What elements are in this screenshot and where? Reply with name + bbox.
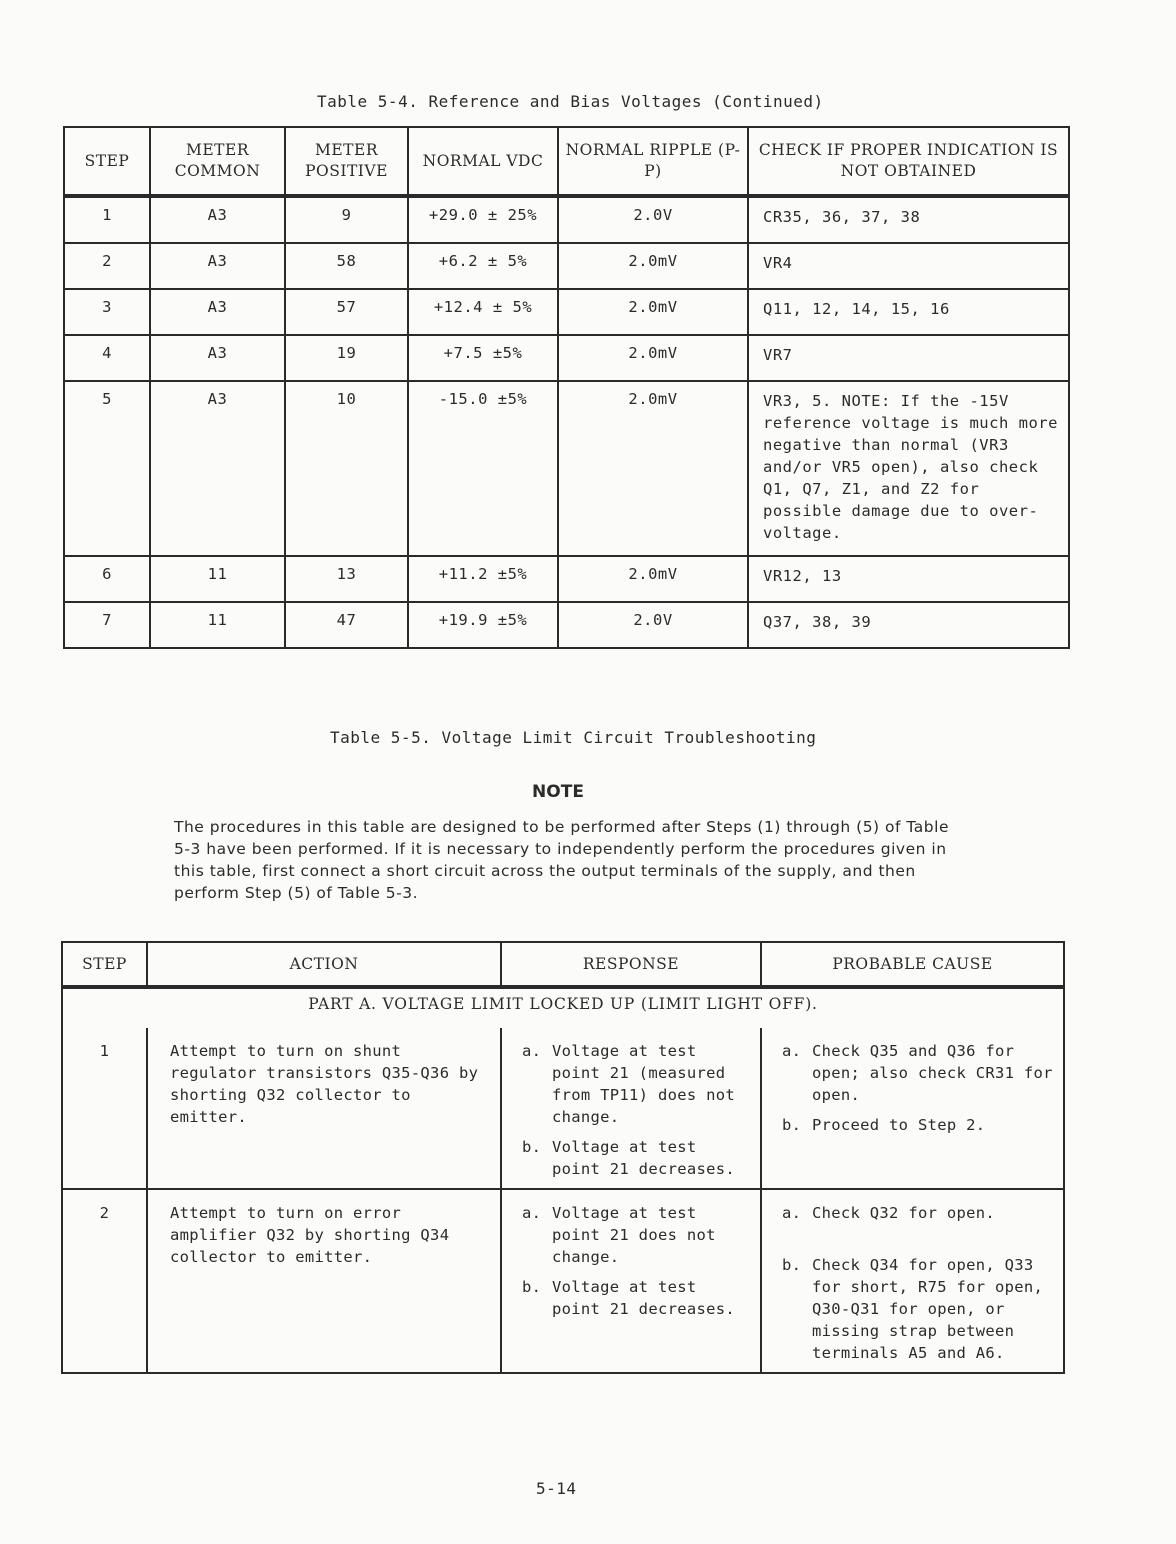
cell-step: 2 (64, 243, 150, 289)
cell-common: 11 (150, 556, 285, 602)
cell-ripple: 2.0mV (558, 381, 748, 556)
note-body: The procedures in this table are designed to be performed after Steps (1) through (5) of Table 5-3 have been performed. If it is necessary to independently perform the procedures given in this table, first connect a short circuit across the output terminals of the supply, and then perform Step (5) of Table 5-3. (174, 818, 949, 902)
part-a-heading: PART A. VOLTAGE LIMIT LOCKED UP (LIMIT LIGHT OFF). (62, 987, 1064, 1028)
item-text: Check Q34 for open, Q33 for short, R75 for open, Q30-Q31 for open, or missing strap between terminals A5 and A6. (812, 1256, 1044, 1362)
part-a-row (62, 987, 1064, 1028)
header-probable-cause: PROBABLE CAUSE (761, 942, 1064, 987)
cell-ripple: 2.0mV (558, 289, 748, 335)
cause-item-a (782, 1040, 1055, 1106)
header-action: ACTION (147, 942, 501, 987)
table-row (62, 1189, 1064, 1373)
cell-positive: 47 (285, 602, 408, 648)
cell-common: A3 (150, 289, 285, 335)
cell-check: VR12, 13 (748, 556, 1069, 602)
table-row (64, 289, 1069, 335)
table-5-4 (63, 126, 1070, 649)
item-text: Voltage at test point 21 does not change. (552, 1204, 716, 1266)
cell-check: VR4 (748, 243, 1069, 289)
table-5-4-caption: Table 5-4. Reference and Bias Voltages (Continued) (317, 92, 824, 111)
item-label: a. (522, 1204, 542, 1222)
header-response: RESPONSE (501, 942, 761, 987)
cell-ripple: 2.0mV (558, 556, 748, 602)
cell-check: Q37, 38, 39 (748, 602, 1069, 648)
header-meter-common: METER COMMON (150, 127, 285, 196)
header-step: STEP (64, 127, 150, 196)
cell-vdc: +29.0 ± 25% (408, 196, 558, 243)
cell-positive: 57 (285, 289, 408, 335)
table-row (64, 335, 1069, 381)
cell-ripple: 2.0V (558, 196, 748, 243)
cause-item-a (782, 1202, 1055, 1224)
header-check: CHECK IF PROPER INDICATION IS NOT OBTAINED (748, 127, 1069, 196)
page-number: 5-14 (536, 1479, 577, 1498)
header-normal-vdc: NORMAL VDC (408, 127, 558, 196)
cell-vdc: +12.4 ± 5% (408, 289, 558, 335)
cell-positive: 10 (285, 381, 408, 556)
item-text: Voltage at test point 21 decreases. (552, 1138, 736, 1178)
cell-step: 4 (64, 335, 150, 381)
response-item-b (522, 1136, 752, 1180)
cell-vdc: +11.2 ±5% (408, 556, 558, 602)
table-header-row (62, 942, 1064, 987)
table-row (64, 243, 1069, 289)
response-item-a (522, 1040, 752, 1128)
item-text: Voltage at test point 21 (measured from TP11) does not change. (552, 1042, 736, 1126)
response-item-a (522, 1202, 752, 1268)
cell-ripple: 2.0V (558, 602, 748, 648)
cell-positive: 19 (285, 335, 408, 381)
note-title: NOTE (532, 782, 584, 802)
item-text: Check Q35 and Q36 for open; also check CR31 for open. (812, 1042, 1053, 1104)
cell-common: A3 (150, 381, 285, 556)
cell-vdc: +6.2 ± 5% (408, 243, 558, 289)
cell-step: 1 (64, 196, 150, 243)
item-label: a. (782, 1042, 802, 1060)
response-item-b (522, 1276, 752, 1320)
cell-vdc: +7.5 ±5% (408, 335, 558, 381)
cell-step: 5 (64, 381, 150, 556)
item-label: a. (522, 1042, 542, 1060)
cell-step: 3 (64, 289, 150, 335)
header-normal-ripple: NORMAL RIPPLE (P-P) (558, 127, 748, 196)
cell-common: A3 (150, 196, 285, 243)
cell-ripple: 2.0mV (558, 335, 748, 381)
cell-step: 6 (64, 556, 150, 602)
item-label: b. (522, 1138, 542, 1156)
cell-step: 1 (62, 1028, 147, 1189)
cell-common: A3 (150, 243, 285, 289)
cell-check: VR3, 5. NOTE: If the -15V reference voltage is much more negative than normal (VR3 and/or VR5 open), also check Q1, Q7, Z1, and Z2 for possible damage due to over-voltage. (748, 381, 1069, 556)
cell-positive: 9 (285, 196, 408, 243)
table-header-row (64, 127, 1069, 196)
table-row (62, 1028, 1064, 1189)
cell-vdc: +19.9 ±5% (408, 602, 558, 648)
cell-action: Attempt to turn on shunt regulator transistors Q35-Q36 by shorting Q32 collector to emitter. (147, 1028, 501, 1189)
table-row (64, 381, 1069, 556)
cell-ripple: 2.0mV (558, 243, 748, 289)
cell-probable-cause (761, 1028, 1064, 1189)
cell-step: 7 (64, 602, 150, 648)
header-step: STEP (62, 942, 147, 987)
cell-positive: 58 (285, 243, 408, 289)
cell-response (501, 1189, 761, 1373)
cell-common: 11 (150, 602, 285, 648)
cause-item-b (782, 1254, 1055, 1364)
item-label: b. (782, 1256, 802, 1274)
item-label: b. (782, 1116, 802, 1134)
cell-probable-cause (761, 1189, 1064, 1373)
cell-step: 2 (62, 1189, 147, 1373)
cell-check: VR7 (748, 335, 1069, 381)
cell-check: CR35, 36, 37, 38 (748, 196, 1069, 243)
table-5-5 (61, 941, 1065, 1374)
cell-vdc: -15.0 ±5% (408, 381, 558, 556)
cell-action: Attempt to turn on error amplifier Q32 by shorting Q34 collector to emitter. (147, 1189, 501, 1373)
cell-positive: 13 (285, 556, 408, 602)
table-row (64, 556, 1069, 602)
table-row (64, 602, 1069, 648)
item-label: a. (782, 1204, 802, 1222)
cell-check: Q11, 12, 14, 15, 16 (748, 289, 1069, 335)
cell-common: A3 (150, 335, 285, 381)
table-row (64, 196, 1069, 243)
item-label: b. (522, 1278, 542, 1296)
item-text: Check Q32 for open. (812, 1204, 996, 1222)
item-text: Proceed to Step 2. (812, 1116, 986, 1134)
cell-response (501, 1028, 761, 1189)
cause-item-b (782, 1114, 1055, 1136)
table-5-5-caption: Table 5-5. Voltage Limit Circuit Troubleshooting (330, 728, 817, 747)
header-meter-positive: METER POSITIVE (285, 127, 408, 196)
item-text: Voltage at test point 21 decreases. (552, 1278, 736, 1318)
